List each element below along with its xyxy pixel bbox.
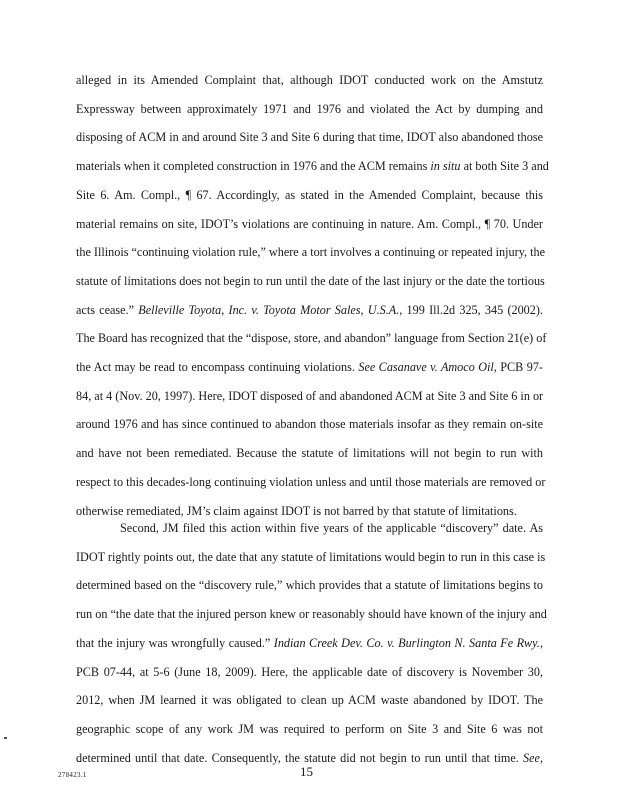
text-segment: , PCB 97- bbox=[493, 360, 543, 374]
text-segment: Expressway between approximately 1971 and 1976 and violated the Act by dumping and bbox=[76, 101, 543, 116]
text-line bbox=[76, 217, 543, 231]
text-segment: acts cease.” bbox=[76, 302, 139, 317]
text-line bbox=[76, 607, 547, 622]
text-line bbox=[76, 188, 543, 202]
text-line bbox=[120, 521, 543, 535]
citation-italic: Indian Creek Dev. Co. v. Burlington N. Santa Fe Rwy. bbox=[273, 635, 540, 650]
text-line bbox=[76, 722, 543, 736]
text-segment: geographic scope of any work JM was required to perform on Site 3 and Site 6 was not bbox=[76, 721, 543, 736]
text-segment: at both Site 3 and bbox=[460, 159, 549, 174]
text-segment: 2012, when JM learned it was obligated to clean up ACM waste abandoned by IDOT. The bbox=[76, 693, 543, 708]
text-segment: alleged in its Amended Complaint that, although IDOT conducted work on the Amstutz bbox=[76, 73, 543, 87]
citation-italic: in situ bbox=[430, 159, 461, 174]
text-segment: The Board has recognized that the “dispose, store, and abandon” language from Section 21(e) of bbox=[76, 331, 547, 346]
text-line bbox=[76, 549, 546, 564]
text-segment: determined until that date. Consequently, the statute did not begin to run until that time. bbox=[76, 750, 524, 765]
text-segment: run on “the date that the injured person knew or reasonably should have known of the injury and bbox=[76, 607, 547, 622]
text-segment: materials when it completed construction in 1976 and the ACM remains bbox=[76, 159, 431, 174]
text-line bbox=[76, 474, 546, 489]
text-line bbox=[76, 636, 543, 650]
text-line bbox=[76, 303, 543, 317]
text-segment: determined based on the “discovery rule,” which provides that a statute of limitations begins to bbox=[76, 578, 543, 593]
text-line bbox=[76, 389, 543, 403]
text-segment: Site 6. Am. Compl., ¶ 67. Accordingly, as stated in the Amended Complaint, because this bbox=[76, 187, 543, 202]
text-segment: and have not been remediated. Because the statute of limitations will not begin to run with bbox=[76, 446, 543, 461]
text-segment: Second, JM filed this action within five years of the applicable “discovery” date. As bbox=[120, 521, 543, 535]
text-segment: PCB 07-44, at 5-6 (June 18, 2009). Here, the applicable date of discovery is November 30, bbox=[76, 664, 543, 679]
text-line bbox=[76, 102, 543, 116]
text-line bbox=[76, 504, 543, 518]
citation-italic: See Casanave v. Amoco Oil bbox=[358, 360, 494, 374]
text-line bbox=[76, 245, 543, 259]
text-line bbox=[76, 360, 543, 374]
text-segment: around 1976 and has since continued to abandon those materials insofar as they remain on-site bbox=[76, 417, 543, 432]
text-line bbox=[76, 446, 543, 460]
text-line bbox=[76, 417, 543, 431]
citation-italic: Belleville Toyota, Inc. v. Toyota Motor Sales, U.S.A. bbox=[138, 302, 400, 317]
text-line bbox=[76, 693, 543, 707]
text-segment: that the injury was wrongfully caused.” bbox=[76, 635, 274, 650]
text-line bbox=[76, 274, 543, 288]
text-segment: material remains on site, IDOT’s violations are continuing in nature. Am. Compl., ¶ 70. Under bbox=[76, 216, 543, 231]
text-segment: , bbox=[539, 635, 543, 650]
text-segment: otherwise remediated, JM’s claim against IDOT is not barred by that statute of limitations. bbox=[76, 503, 517, 518]
margin-mark bbox=[4, 737, 7, 739]
text-line bbox=[76, 665, 543, 679]
document-id: 278423.1 bbox=[58, 771, 87, 779]
text-line bbox=[76, 331, 547, 346]
text-line bbox=[76, 159, 549, 174]
text-segment: disposing of ACM in and around Site 3 and Site 6 during that time, IDOT also abandoned those bbox=[76, 130, 543, 145]
text-line bbox=[76, 73, 543, 87]
text-line bbox=[76, 130, 543, 144]
text-segment: , 199 Ill.2d 325, 345 (2002). bbox=[399, 302, 543, 317]
text-segment: the Illinois “continuing violation rule,” where a tort involves a continuing or repeated injury, the bbox=[76, 245, 545, 260]
citation-italic: See, bbox=[523, 750, 543, 765]
text-line bbox=[76, 578, 543, 592]
text-segment: 84, at 4 (Nov. 20, 1997). Here, IDOT disposed of and abandoned ACM at Site 3 and Site 6 in or bbox=[76, 388, 544, 403]
text-segment: IDOT rightly points out, the date that any statute of limitations would begin to run in this case is bbox=[76, 549, 546, 564]
page-number: 15 bbox=[300, 764, 313, 779]
text-line bbox=[76, 751, 543, 765]
text-segment: respect to this decades-long continuing violation unless and until those materials are removed or bbox=[76, 474, 546, 489]
text-segment: statute of limitations does not begin to run until the date of the last injury or the date the tortious bbox=[76, 273, 545, 288]
text-segment: the Act may be read to encompass continuing violations. bbox=[76, 360, 359, 374]
